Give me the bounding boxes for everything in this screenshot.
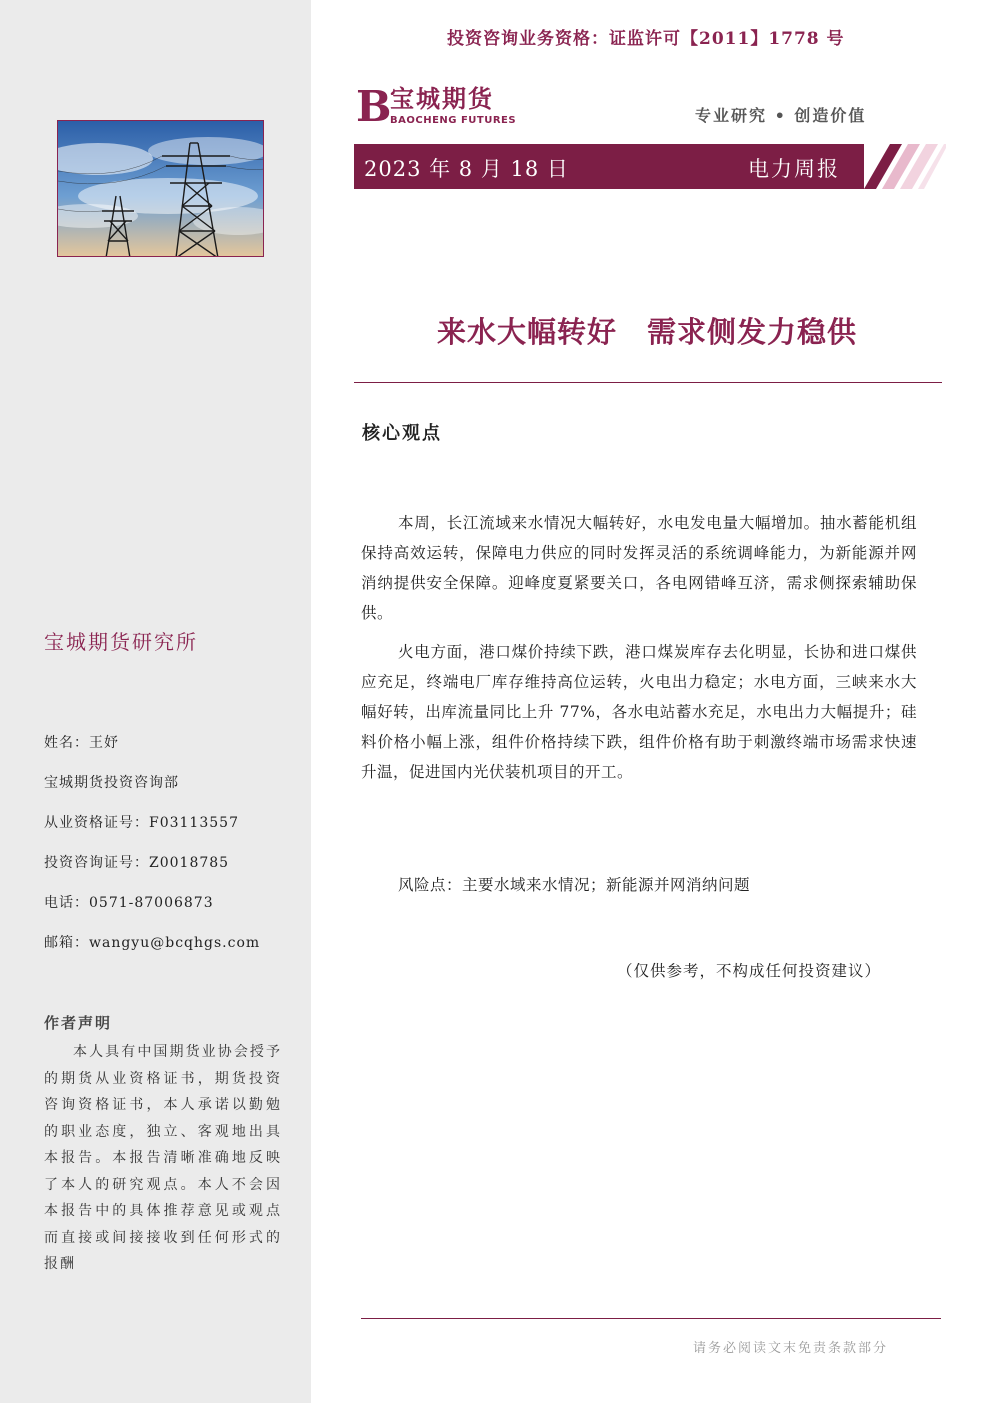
research-institute-name: 宝城期货研究所 [44,630,198,654]
practice-license-number: 从业资格证号：F03113557 [44,815,239,831]
footer-divider [361,1318,941,1319]
author-declaration-title: 作者声明 [44,1014,113,1032]
cover-photo-power-towers [57,120,264,257]
logo-mark-icon: B [356,82,392,131]
logo-chinese-name: 宝城期货 [390,84,494,113]
risk-points: 风险点：主要水域来水情况；新能源并网消纳问题 [398,876,751,894]
core-paragraph-2: 火电方面，港口煤价持续下跌，港口煤炭库存去化明显，长协和进口煤供应充足，终端电厂库存维持高位运转，火电出力稳定；水电方面，三峡来水大幅好转，出库流量同比上升 77%，各水电站蓄水充足，水电出力大幅提升；硅料价格小幅上涨，组件价格持续下跌，组件价格有助于刺激终端市场需求快速升温，促进国内光伏装机项目的开工。 [361,643,917,781]
footer-disclaimer-note: 请务必阅读文末免责条款部分 [693,1341,889,1356]
report-date: 2023 年 8 月 18 日 [364,157,569,181]
analyst-department: 宝城期货投资咨询部 [44,775,179,791]
report-title: 来水大幅转好 需求侧发力稳供 [436,315,857,349]
investment-disclaimer: （仅供参考，不构成任何投资建议） [617,962,882,980]
title-divider [354,382,942,383]
core-paragraph-1: 本周，长江流域来水情况大幅转好，水电发电量大幅增加。抽水蓄能机组保持高效运转，保障电力供应的同时发挥灵活的系统调峰能力，为新能源并网消纳提供安全保障。迎峰度夏紧要关口，各电网错峰互济，需求侧探索辅助保供。 [361,514,917,622]
band-stripes-decoration [856,144,946,189]
analyst-name: 姓名：王妤 [44,735,119,751]
author-declaration-body: 本人具有中国期货业协会授予的期货从业资格证书，期货投资咨询资格证书，本人承诺以勤勉的职业态度，独立、客观地出具本报告。本报告清晰准确地反映了本人的研究观点。本人不会因本报告中的具体推荐意见或观点而直接或间接接收到任何形式的报酬 [44,1044,282,1272]
analyst-contact-list [44,733,260,973]
report-type: 电力周报 [748,157,840,181]
license-statement: 投资咨询业务资格：证监许可【2011】1778 号 [447,29,845,49]
analyst-email[interactable]: 邮箱：wangyu@bcqhgs.com [44,935,261,951]
consulting-license-number: 投资咨询证号：Z0018785 [44,855,230,871]
logo-english-name: BAOCHENG FUTURES [390,115,517,126]
company-slogan: 专业研究 • 创造价值 [695,106,867,125]
core-view-heading: 核心观点 [362,423,442,444]
analyst-phone: 电话：0571-87006873 [44,895,214,911]
company-logo [356,84,556,132]
